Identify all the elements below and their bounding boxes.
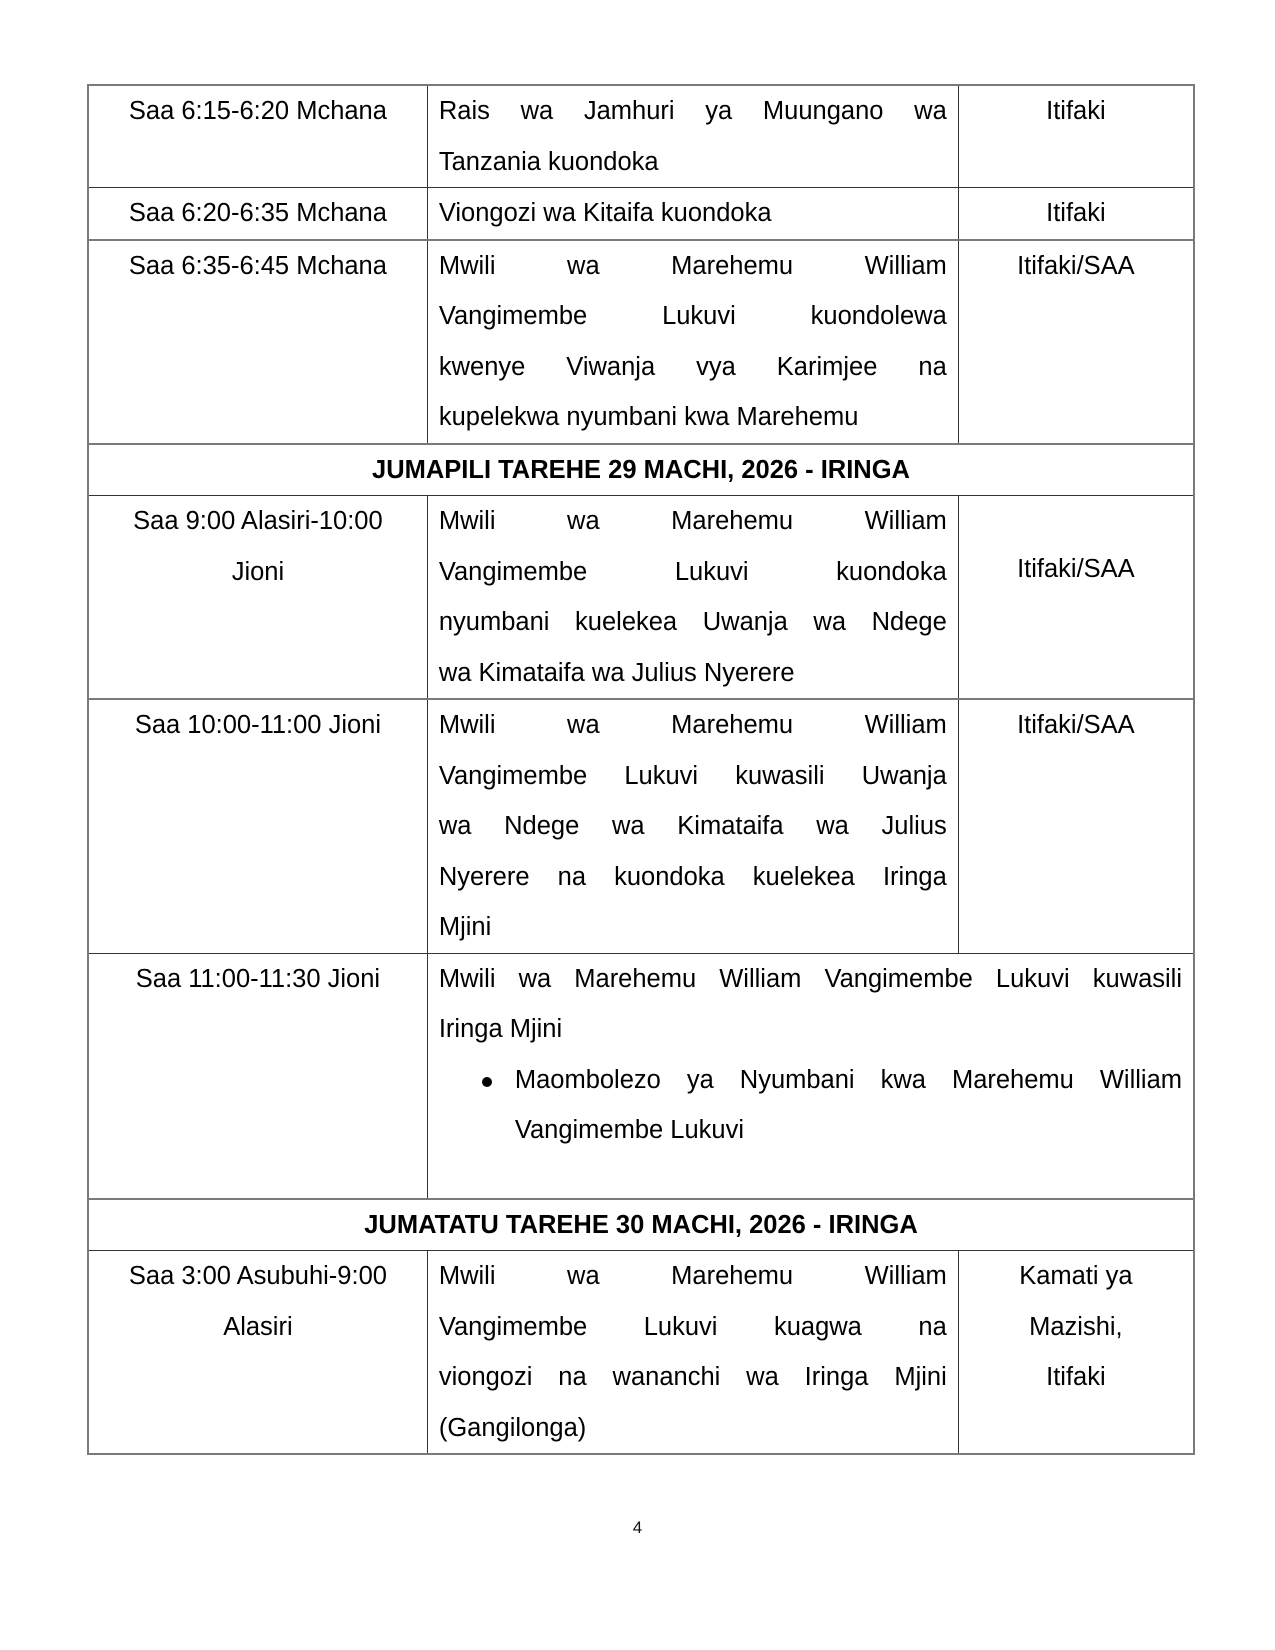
description-line: Mwili wa Marehemu William Vangimembe Lukuvi kuwasili — [438, 964, 1182, 993]
table-row — [88, 1251, 1194, 1455]
time-cell — [88, 496, 427, 700]
description-line: Mwili wa Marehemu William — [438, 1262, 947, 1290]
description-cell — [427, 1251, 958, 1455]
bullet-line: Maombolezo ya Nyumbani kwa Marehemu William — [514, 1065, 1182, 1094]
spacer — [970, 496, 1182, 544]
responsible-text: Itifaki — [1046, 1363, 1106, 1391]
bullet-icon — [482, 1077, 492, 1087]
time-cell — [88, 85, 427, 188]
time-text: Alasiri — [223, 1312, 293, 1341]
bullet-item — [439, 1055, 1182, 1156]
table-row — [88, 188, 1194, 240]
responsible-text: Itifaki — [1046, 97, 1106, 125]
time-text: Saa 6:20-6:35 Mchana — [128, 199, 387, 227]
bullet-list — [439, 1055, 1182, 1156]
description-line: Vangimembe Lukuvi kuwasili Uwanja — [438, 761, 947, 790]
description-line: wa Ndege wa Kimataifa wa Julius — [438, 812, 947, 840]
responsible-text: Kamati ya — [1019, 1262, 1133, 1290]
description-line: Vangimembe Lukuvi kuondolewa — [438, 302, 947, 330]
description-cell — [427, 240, 958, 444]
responsible-text: Mazishi, — [1029, 1312, 1123, 1341]
description-line: Mwili wa Marehemu William — [438, 251, 947, 280]
description-line: Nyerere na kuondoka kuelekea Iringa — [438, 862, 947, 891]
time-text: Jioni — [231, 557, 285, 586]
description-line: nyumbani kuelekea Uwanja wa Ndege — [438, 608, 947, 636]
day-header-row — [88, 1199, 1194, 1251]
responsible-cell — [958, 699, 1194, 953]
description-line: (Gangilonga) — [438, 1413, 587, 1442]
time-cell — [88, 240, 427, 444]
description-line: viongozi na wananchi wa Iringa Mjini — [438, 1363, 947, 1391]
responsible-text: Itifaki/SAA — [1017, 251, 1135, 280]
table-row — [88, 699, 1194, 953]
time-cell — [88, 699, 427, 953]
time-text: Saa 11:00-11:30 Jioni — [135, 964, 381, 993]
table-row — [88, 496, 1194, 700]
description-line: kupelekwa nyumbani kwa Marehemu — [438, 403, 859, 431]
time-text: Saa 6:15-6:20 Mchana — [128, 97, 387, 125]
table-row — [88, 85, 1194, 188]
responsible-cell — [958, 1251, 1194, 1455]
responsible-cell — [958, 496, 1194, 700]
table-row — [88, 953, 1194, 1199]
responsible-text: Itifaki — [1046, 199, 1106, 227]
time-cell — [88, 188, 427, 240]
description-cell — [427, 699, 958, 953]
description-line: Vangimembe Lukuvi kuagwa na — [438, 1312, 947, 1341]
time-cell — [88, 953, 427, 1199]
responsible-cell — [958, 240, 1194, 444]
description-line: Mwili wa Marehemu William — [438, 711, 947, 739]
time-text: Saa 10:00-11:00 Jioni — [134, 711, 382, 739]
description-line: Mjini — [438, 913, 492, 941]
funeral-schedule-table — [87, 84, 1195, 1455]
description-line: Iringa Mjini — [438, 1015, 563, 1043]
page-number: 4 — [632, 1518, 643, 1537]
time-cell — [88, 1251, 427, 1455]
description-cell — [427, 496, 958, 700]
description-line: kwenye Viwanja vya Karimjee na — [438, 352, 947, 381]
description-line: Viongozi wa Kitaifa kuondoka — [438, 199, 772, 227]
description-cell — [427, 188, 958, 240]
description-line: Vangimembe Lukuvi kuondoka — [438, 557, 947, 586]
description-cell — [427, 85, 958, 188]
responsible-text: Itifaki/SAA — [1017, 711, 1135, 739]
description-line: wa Kimataifa wa Julius Nyerere — [438, 658, 795, 687]
description-line: Rais wa Jamhuri ya Muungano wa — [438, 97, 947, 125]
description-cell — [427, 953, 1194, 1199]
description-line: Mwili wa Marehemu William — [438, 507, 947, 535]
responsible-cell — [958, 188, 1194, 240]
description-line: Tanzania kuondoka — [438, 147, 659, 176]
time-text: Saa 6:35-6:45 Mchana — [128, 251, 387, 280]
responsible-cell — [958, 85, 1194, 188]
responsible-text: Itifaki/SAA — [1017, 555, 1135, 583]
day-header: JUMAPILI TAREHE 29 MACHI, 2026 - IRINGA — [88, 444, 1194, 496]
time-text: Saa 3:00 Asubuhi-9:00 — [128, 1262, 387, 1290]
bullet-line: Vangimembe Lukuvi — [514, 1116, 744, 1144]
day-header-row — [88, 444, 1194, 496]
day-header: JUMATATU TAREHE 30 MACHI, 2026 - IRINGA — [88, 1199, 1194, 1251]
time-text: Saa 9:00 Alasiri-10:00 — [133, 507, 383, 535]
table-row — [88, 240, 1194, 444]
